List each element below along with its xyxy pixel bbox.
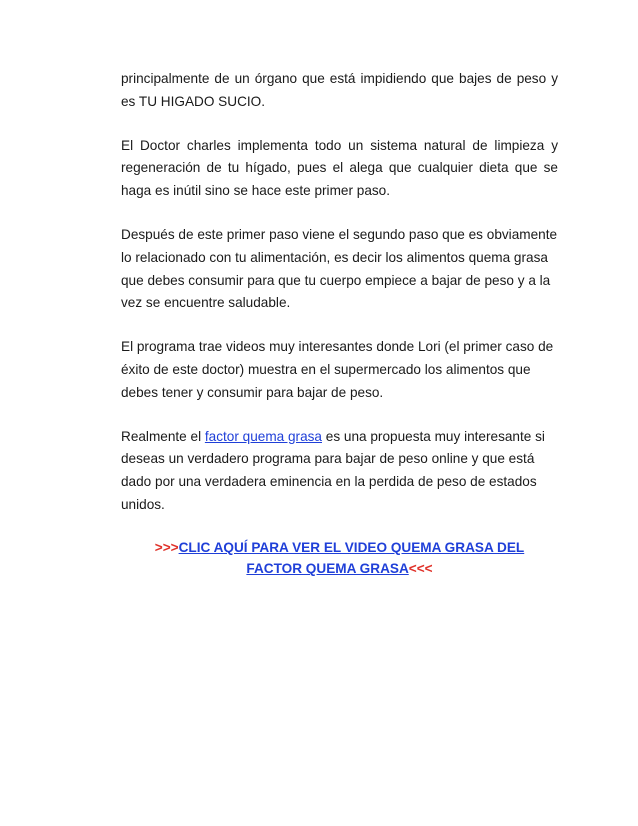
video-cta xyxy=(121,537,558,580)
paragraph-second-step: Después de este primer paso viene el segundo paso que es obviamente lo relacionado con tu alimentación, es decir los alimentos quema grasa que debes consumir para que tu cuerpo empiece a bajar de peso y a la vez se encuentre saludable. xyxy=(121,226,558,311)
video-cta-link[interactable]: CLIC AQUÍ PARA VER EL VIDEO QUEMA GRASA DEL FACTOR QUEMA GRASA xyxy=(178,539,525,577)
cta-arrows-right: <<< xyxy=(408,561,433,577)
paragraph-conclusion xyxy=(121,426,558,517)
conclusion-text-start: Realmente el xyxy=(121,428,205,444)
factor-quema-grasa-link[interactable]: factor quema grasa xyxy=(204,428,322,444)
cta-arrows-left: >>> xyxy=(154,539,179,555)
paragraph-videos: El programa trae videos muy interesantes donde Lori (el primer caso de éxito de este doctor) muestra en el supermercado los alimentos que debes tener y consumir para bajar de peso. xyxy=(121,339,554,400)
paragraph-liver: principalmente de un órgano que está impidiendo que bajes de peso y es TU HIGADO SUCIO. xyxy=(121,71,558,109)
document-page xyxy=(121,68,558,580)
paragraph-doctor-system: El Doctor charles implementa todo un sistema natural de limpieza y regeneración de tu hígado, pues el alega que cualquier dieta que se haga es inútil sino se hace este primer paso. xyxy=(121,137,558,199)
conclusion-text-end: es una propuesta muy interesante si deseas un verdadero programa para bajar de peso online y que está dado por una verdadera eminencia en la perdida de peso de estados unidos. xyxy=(121,428,545,512)
